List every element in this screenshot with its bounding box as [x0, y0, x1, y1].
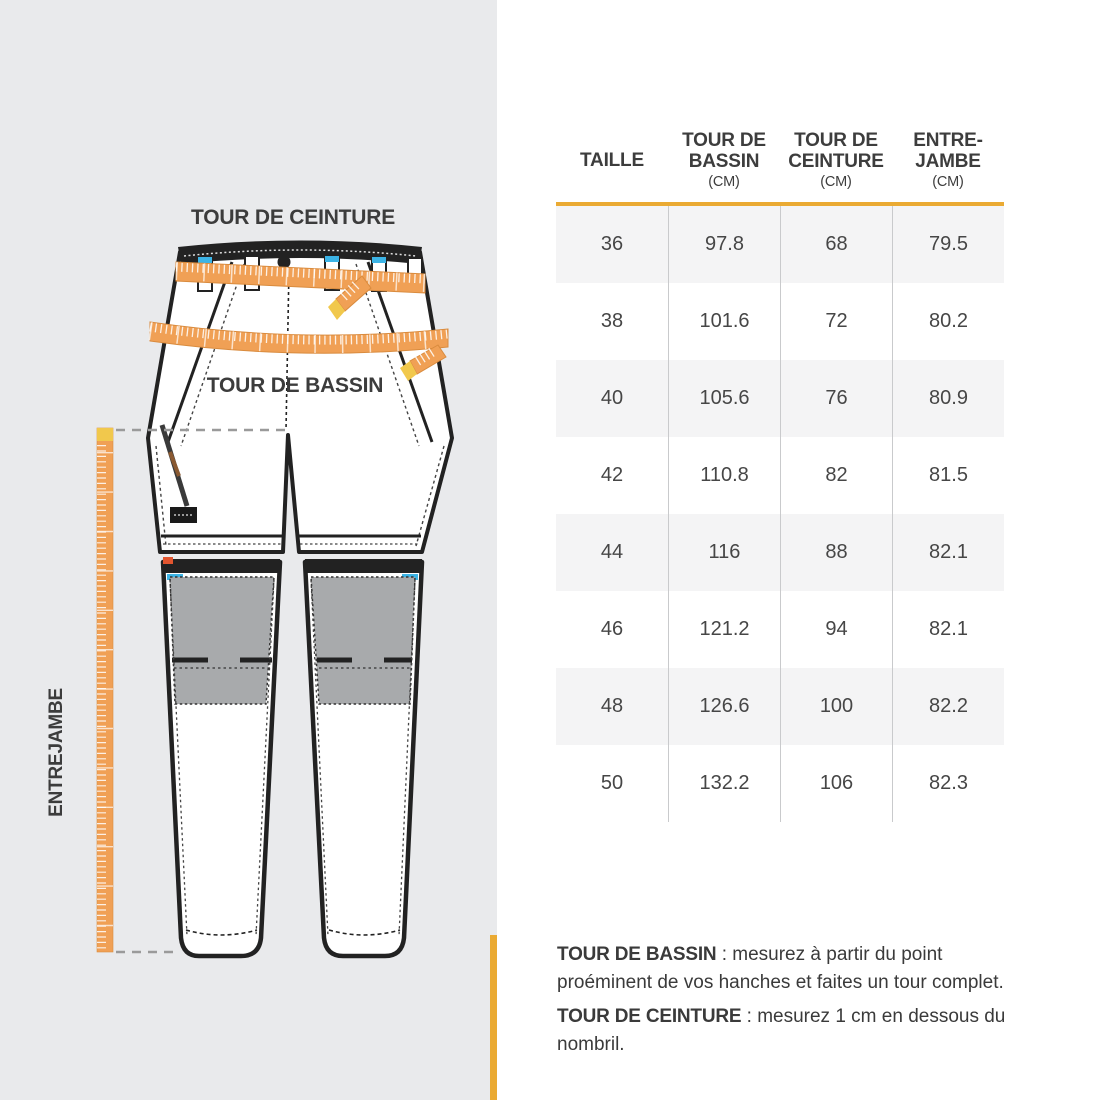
table-row	[556, 283, 1004, 360]
cell-taille: 40	[600, 387, 624, 409]
unit-label: (CM)	[932, 173, 964, 190]
cell-bassin: 116	[668, 514, 780, 591]
column-header-entrejambe: ENTRE-JAMBE (CM)	[892, 130, 1004, 191]
cell-bassin: 97.8	[668, 206, 780, 283]
red-marker	[163, 557, 173, 564]
table-row	[556, 745, 1004, 822]
accent-bar	[490, 935, 497, 1100]
cell-taille: 50	[600, 772, 624, 794]
column-header-bassin: TOUR DE BASSIN (CM)	[668, 130, 780, 191]
lower-legs	[163, 557, 422, 956]
column-header-taille: TAILLE	[580, 149, 644, 171]
table-row	[556, 206, 1004, 283]
waist-measure-label: TOUR DE CEINTURE	[190, 206, 396, 229]
cell-bassin: 121.2	[668, 591, 780, 668]
cell-bassin: 132.2	[668, 745, 780, 822]
cell-taille: 38	[600, 310, 624, 332]
unit-label: (CM)	[708, 173, 740, 190]
cell-taille: 44	[600, 541, 624, 563]
cell-ceinture: 88	[780, 514, 892, 591]
cell-entrejambe: 80.2	[892, 283, 1004, 360]
cell-entrejambe: 82.3	[892, 745, 1004, 822]
hip-measure-label: TOUR DE BASSIN	[206, 374, 384, 397]
brand-label	[170, 507, 197, 523]
cell-taille: 48	[600, 695, 624, 717]
illustration-panel: TOUR DE CEINTURE TOUR DE BASSIN ENTREJAMBE	[0, 0, 497, 1100]
cell-taille: 42	[600, 464, 624, 486]
cell-ceinture: 100	[780, 668, 892, 745]
inseam-tape	[97, 428, 113, 952]
cell-taille: 36	[600, 233, 624, 255]
cell-entrejambe: 79.5	[892, 206, 1004, 283]
shorts-body	[148, 252, 452, 552]
note-ceinture: TOUR DE CEINTURE : mesurez 1 cm en dessous du nombril.	[557, 1006, 1006, 1055]
size-table	[556, 118, 1004, 822]
cell-taille: 46	[600, 618, 624, 640]
cell-entrejambe: 82.1	[892, 514, 1004, 591]
cell-ceinture: 72	[780, 283, 892, 360]
table-row	[556, 360, 1004, 437]
cell-ceinture: 76	[780, 360, 892, 437]
cell-entrejambe: 82.1	[892, 591, 1004, 668]
cell-bassin: 101.6	[668, 283, 780, 360]
cell-bassin: 126.6	[668, 668, 780, 745]
table-row	[556, 668, 1004, 745]
cell-entrejambe: 82.2	[892, 668, 1004, 745]
unit-label: (CM)	[820, 173, 852, 190]
table-row	[556, 514, 1004, 591]
table-header	[556, 118, 1004, 202]
cell-bassin: 105.6	[668, 360, 780, 437]
table-row	[556, 591, 1004, 668]
cell-entrejambe: 80.9	[892, 360, 1004, 437]
cell-ceinture: 94	[780, 591, 892, 668]
cell-ceinture: 106	[780, 745, 892, 822]
inseam-tape-tip	[97, 428, 113, 441]
note-bassin: TOUR DE BASSIN : mesurez à partir du point proéminent de vos hanches et faites un tour complet.	[557, 944, 1004, 993]
cell-ceinture: 82	[780, 437, 892, 514]
cell-ceinture: 68	[780, 206, 892, 283]
table-row	[556, 437, 1004, 514]
cell-bassin: 110.8	[668, 437, 780, 514]
column-header-ceinture: TOUR DE CEINTURE (CM)	[780, 130, 892, 191]
cell-entrejambe: 81.5	[892, 437, 1004, 514]
pants-diagram	[0, 0, 497, 1100]
measurement-notes	[557, 941, 1037, 1065]
